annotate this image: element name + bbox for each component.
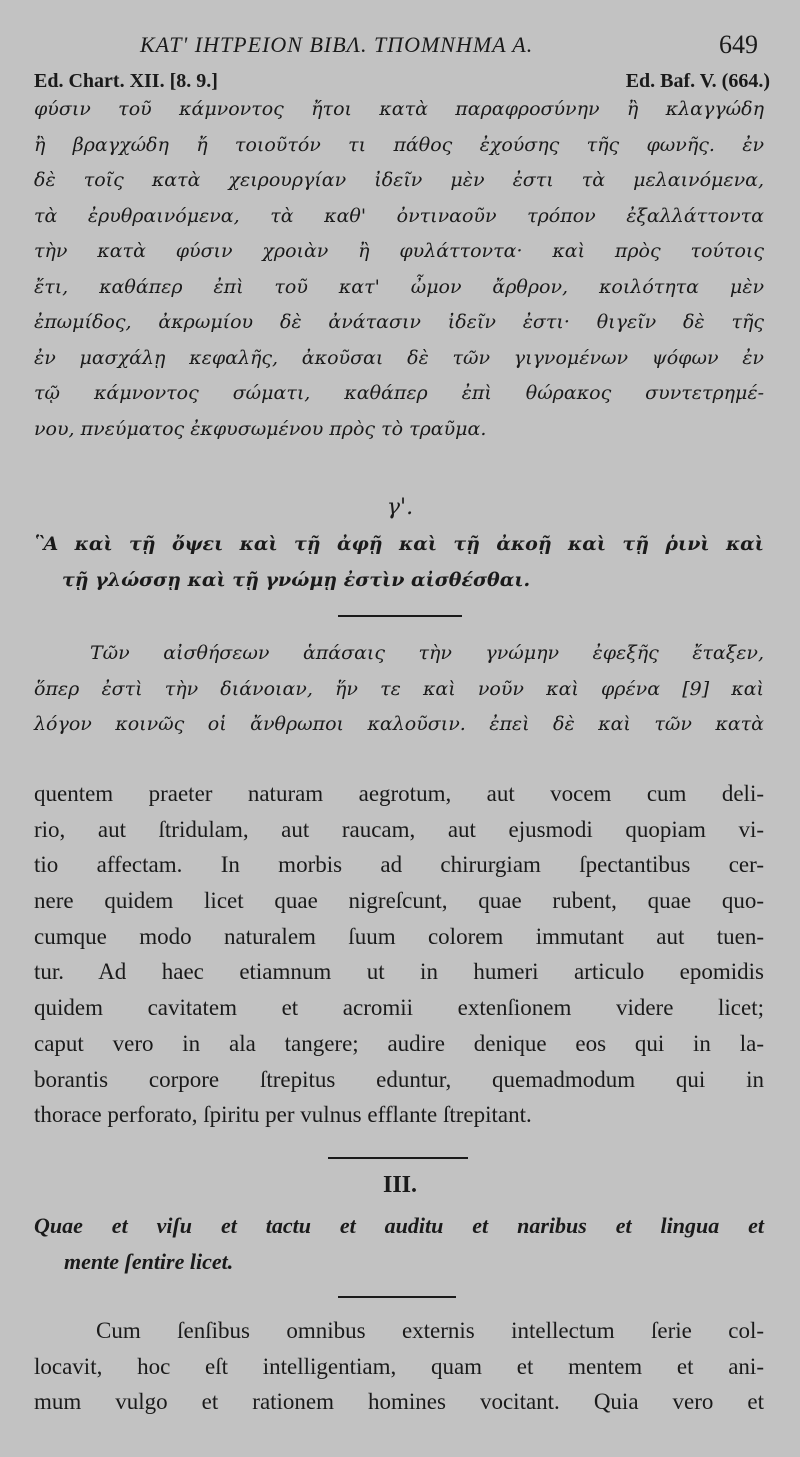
running-title: ΚΑΤ' ΙΗΤΡΕΙΟΝ ΒΙΒΛ. ΤΠΟΜΝΗΜΑ Α. bbox=[140, 32, 534, 57]
edition-chartier-reference: Ed. Chart. XII. [8. 9.] bbox=[34, 70, 218, 92]
greek-section-numeral: γ'. bbox=[386, 495, 414, 520]
greek-line: ἔτι, καθάπερ ἐπὶ τοῦ κατ' ὦμον ἄρθρον, κοιλότητα μὲν bbox=[34, 275, 764, 298]
greek-section-heading bbox=[34, 527, 764, 598]
greek-paragraph-commentary bbox=[34, 636, 764, 743]
greek-heading-line: ῝Α καὶ τῇ ὄψει καὶ τῇ ἀφῇ καὶ τῇ ἀκοῇ καὶ τῇ ῥινὶ καὶ bbox=[34, 533, 764, 555]
latin-paragraph-main bbox=[34, 776, 764, 1133]
latin-line: quidem cavitatem et acromii extenſionem videre licet; bbox=[34, 995, 764, 1021]
latin-heading-line: mente ſentire licet. bbox=[64, 1248, 234, 1274]
greek-line: ἐν μασχάλῃ κεφαλῆς, ἀκοῦσαι δὲ τῶν γιγνομένων ψόφων ἐν bbox=[34, 346, 764, 369]
latin-section-heading bbox=[34, 1208, 764, 1279]
latin-line: rio, aut ſtridulam, aut raucam, aut ejusmodi quopiam vi- bbox=[34, 816, 764, 842]
greek-line: τὴν κατὰ φύσιν χροιὰν ἢ φυλάττοντα· καὶ πρὸς τούτοις bbox=[34, 240, 764, 262]
latin-line: mum vulgo et rationem homines vocitant. Quia vero et bbox=[34, 1389, 764, 1415]
greek-line: Τῶν αἰσθήσεων ἁπάσαις τὴν γνώμην ἐφεξῆς ἔταξεν, bbox=[90, 642, 764, 664]
greek-line: λόγον κοινῶς οἱ ἄνθρωποι καλοῦσιν. ἐπεὶ δὲ καὶ τῶν κατὰ bbox=[34, 713, 764, 735]
latin-heading-line: Quae et viſu et tactu et auditu et naribus et lingua et bbox=[34, 1213, 764, 1238]
greek-line: τὰ ἐρυθραινόμενα, τὰ καθ' ὀντιναοῦν τρόπον ἐξαλλάττοντα bbox=[34, 204, 764, 227]
greek-line: ἐπωμίδος, ἀκρωμίου δὲ ἀνάτασιν ἰδεῖν ἐστι· θιγεῖν δὲ τῆς bbox=[34, 311, 764, 333]
latin-line: tio affectam. In morbis ad chirurgiam ſpectantibus cer- bbox=[34, 852, 764, 878]
greek-line: δὲ τοῖς κατὰ χειρουργίαν ἰδεῖν μὲν ἐστι τὰ μελαινόμενα, bbox=[34, 169, 764, 191]
greek-line: φύσιν τοῦ κάμνοντος ἤτοι κατὰ παραφροσύνην ἢ κλαγγώδη bbox=[34, 98, 764, 120]
latin-line: locavit, hoc eſt intelligentiam, quam et mentem et ani- bbox=[34, 1353, 764, 1379]
running-head bbox=[0, 30, 800, 64]
latin-line: Cum ſenſibus omnibus externis intellectum ſerie col- bbox=[96, 1318, 764, 1343]
greek-line: τῷ κάμνοντος σώματι, καθάπερ ἐπὶ θώρακος συντετρημέ- bbox=[34, 382, 764, 404]
latin-section-numeral: III. bbox=[382, 1172, 418, 1198]
edition-basel-reference: Ed. Baf. V. (664.) bbox=[625, 70, 770, 92]
greek-paragraph-main bbox=[34, 92, 764, 447]
greek-line: νου, πνεύματος ἐκφυσωμένου πρὸς τὸ τραῦμα. bbox=[34, 417, 487, 440]
section-divider-rule bbox=[338, 615, 462, 617]
greek-line: ὅπερ ἐστὶ τὴν διάνοιαν, ἥν τε καὶ νοῦν καὶ φρένα [9] καὶ bbox=[34, 677, 764, 700]
latin-line: thorace perforato, ſpiritu per vulnus efflante ſtrepitant. bbox=[34, 1102, 532, 1128]
latin-line: nere quidem licet quae nigreſcunt, quae rubent, quae quo- bbox=[34, 888, 764, 914]
section-divider-rule bbox=[328, 1157, 468, 1159]
latin-line: caput vero in ala tangere; audire denique eos qui in la- bbox=[34, 1030, 764, 1056]
latin-line: quentem praeter naturam aegrotum, aut vocem cum deli- bbox=[34, 781, 764, 806]
section-divider-rule bbox=[338, 1296, 456, 1298]
latin-line: borantis corpore ſtrepitus eduntur, quemadmodum qui in bbox=[34, 1066, 764, 1092]
greek-heading-line: τῇ γλώσσῃ καὶ τῇ γνώμῃ ἐστὶν αἰσθέσθαι. bbox=[62, 568, 531, 591]
latin-paragraph-commentary bbox=[34, 1313, 764, 1420]
page-number: 649 bbox=[719, 30, 758, 59]
greek-line: ἢ βραγχώδη ἤ τοιοῦτόν τι πάθος ἐχούσης τῆς φωνῆς. ἐν bbox=[34, 133, 764, 156]
latin-line: tur. Ad haec etiamnum ut in humeri articulo epomidis bbox=[34, 959, 764, 985]
latin-line: cumque modo naturalem ſuum colorem immutant aut tuen- bbox=[34, 923, 764, 949]
